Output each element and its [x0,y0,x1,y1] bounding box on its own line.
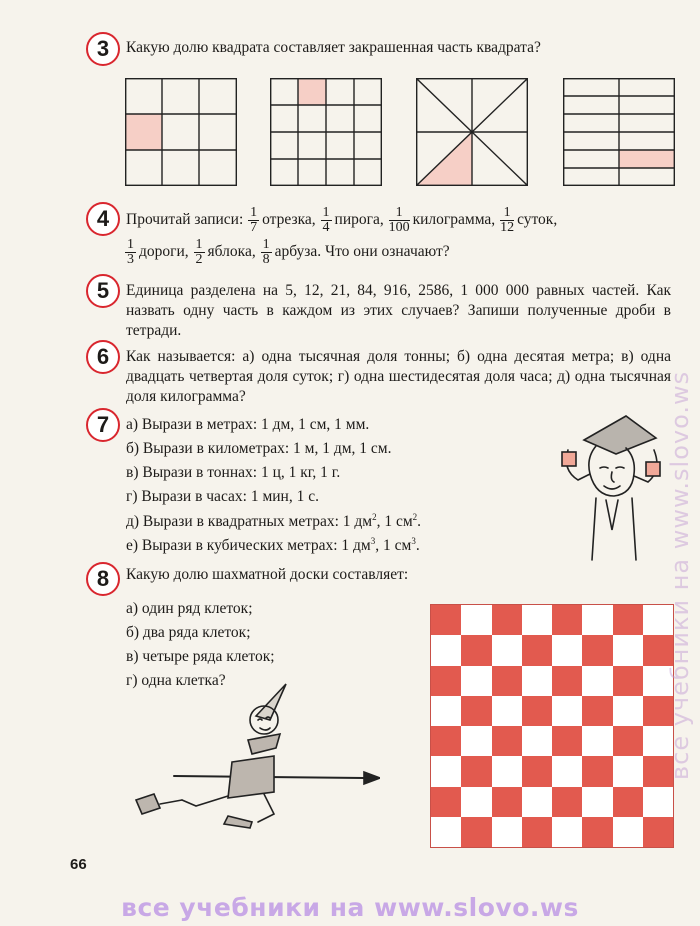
board-cell [431,756,461,786]
board-cell [582,605,612,635]
board-cell [552,756,582,786]
board-cell [461,666,491,696]
task-7-line-a: а) Вырази в метрах: 1 дм, 1 см, 1 мм. [126,416,370,433]
board-cell [492,635,522,665]
board-cell [582,666,612,696]
side-watermark: все учебники на www.slovo.ws [666,370,694,780]
board-cell [522,817,552,847]
board-cell [613,605,643,635]
board-cell [582,726,612,756]
task-4-question: Что они означают? [325,243,450,261]
task-6-number: 6 [86,340,120,374]
board-cell [431,726,461,756]
task-8-item-c: в) четыре ряда клеток; [126,648,275,665]
board-cell [613,787,643,817]
board-cell [431,635,461,665]
task-7-line-c: в) Вырази в тоннах: 1 ц, 1 кг, 1 г. [126,464,341,481]
figure-3x3-grid [125,78,237,186]
fraction-word: суток, [517,211,558,229]
board-cell [522,635,552,665]
board-cell [552,635,582,665]
page-number: 66 [70,856,87,873]
figure-4x4-grid [270,78,382,186]
board-cell [461,756,491,786]
board-cell [492,696,522,726]
task-5-text: Единица разделена на 5, 12, 21, 84, 916, 2586, 1 000 000 равных частей. Как назвать одну часть в каждом из этих случаев? Запиши полученные дроби в тетради. [126,282,671,339]
board-cell [431,605,461,635]
board-cell [582,817,612,847]
board-cell [582,756,612,786]
task-8-item-a: а) один ряд клеток; [126,600,253,617]
board-cell [461,817,491,847]
fraction: $\frac{1}{100}$ [388,205,410,235]
task-4-lead: Прочитай записи: [126,211,244,229]
board-cell [431,787,461,817]
fraction: $\frac{1}{3}$ [127,237,134,267]
running-knight-illustration [124,676,380,832]
board-cell [492,726,522,756]
board-cell [492,756,522,786]
fraction-word: арбуза. [274,243,322,261]
board-cell [552,666,582,696]
task-4-number: 4 [86,202,120,236]
board-cell [461,635,491,665]
fraction: $\frac{1}{4}$ [322,205,330,235]
board-cell [613,726,643,756]
fraction-word: дороги, [139,243,189,261]
board-cell [492,666,522,696]
task-3-text: Какую долю квадрата составляет закрашенная часть квадрата? [126,39,541,56]
bottom-watermark: все учебники на www.slovo.ws [121,893,579,922]
board-cell [522,756,552,786]
board-cell [552,787,582,817]
board-cell [552,817,582,847]
task-8-item-b: б) два ряда клеток; [126,624,251,641]
board-cell [461,726,491,756]
board-cell [522,787,552,817]
fraction: $\frac{1}{12}$ [500,205,515,235]
board-cell [522,666,552,696]
task-8-item-d: г) одна клетка? [126,672,226,689]
board-cell [582,787,612,817]
board-cell [431,696,461,726]
board-cell [492,605,522,635]
fraction: $\frac{1}{8}$ [262,237,270,267]
shaded-cell [298,78,326,105]
board-cell [522,726,552,756]
fraction-word: пирога, [334,211,384,229]
board-cell [613,666,643,696]
board-cell [461,696,491,726]
board-cell [613,696,643,726]
task-5-number: 5 [86,274,120,308]
shaded-cell [125,114,162,150]
board-cell [461,605,491,635]
board-cell [492,787,522,817]
board-cell [552,696,582,726]
board-cell [613,817,643,847]
task-8-number: 8 [86,562,120,596]
board-cell [552,605,582,635]
board-cell [552,726,582,756]
task-6-text: Как называется: а) одна тысячная доля тонны; б) одна десятая метра; в) одна двадцать четвертая доля суток; г) одна шестидесятая доля часа; д) одна тысячная доля килограмма? [126,348,671,405]
task-7-number: 7 [86,408,120,442]
fraction: $\frac{1}{7}$ [250,205,258,235]
fraction: $\frac{1}{2}$ [195,237,203,267]
board-cell [582,635,612,665]
task-7-line-d: г) Вырази в часах: 1 мин, 1 с. [126,488,319,505]
board-cell [431,817,461,847]
board-cell [582,696,612,726]
task-4-line-1 [126,206,557,235]
fraction-word: килограмма, [412,211,496,229]
task-3-number: 3 [86,32,120,66]
board-cell [643,817,673,847]
board-cell [613,756,643,786]
task-8-text: Какую долю шахматной доски составляет: [126,566,409,583]
chessboard [430,604,674,848]
board-cell [492,817,522,847]
board-cell [431,666,461,696]
task-7-line-b: б) Вырази в километрах: 1 м, 1 дм, 1 см. [126,440,392,457]
fraction-word: яблока, [207,243,256,261]
task-7-line-f: е) Вырази в кубических метрах: 1 $дм^3$, 1 $см^3$. [126,536,420,555]
task-7-line-e: д) Вырази в квадратных метрах: 1 $дм^2$, 1 $см^2$. [126,512,422,531]
board-cell [522,605,552,635]
board-cell [461,787,491,817]
fraction-word: отрезка, [262,211,316,229]
board-cell [643,787,673,817]
figure-2x6-grid [563,78,675,186]
board-cell [613,635,643,665]
task-4-line-2 [124,238,450,267]
board-cell [522,696,552,726]
thinking-man-illustration [556,410,668,568]
figure-8-triangles [416,78,528,186]
